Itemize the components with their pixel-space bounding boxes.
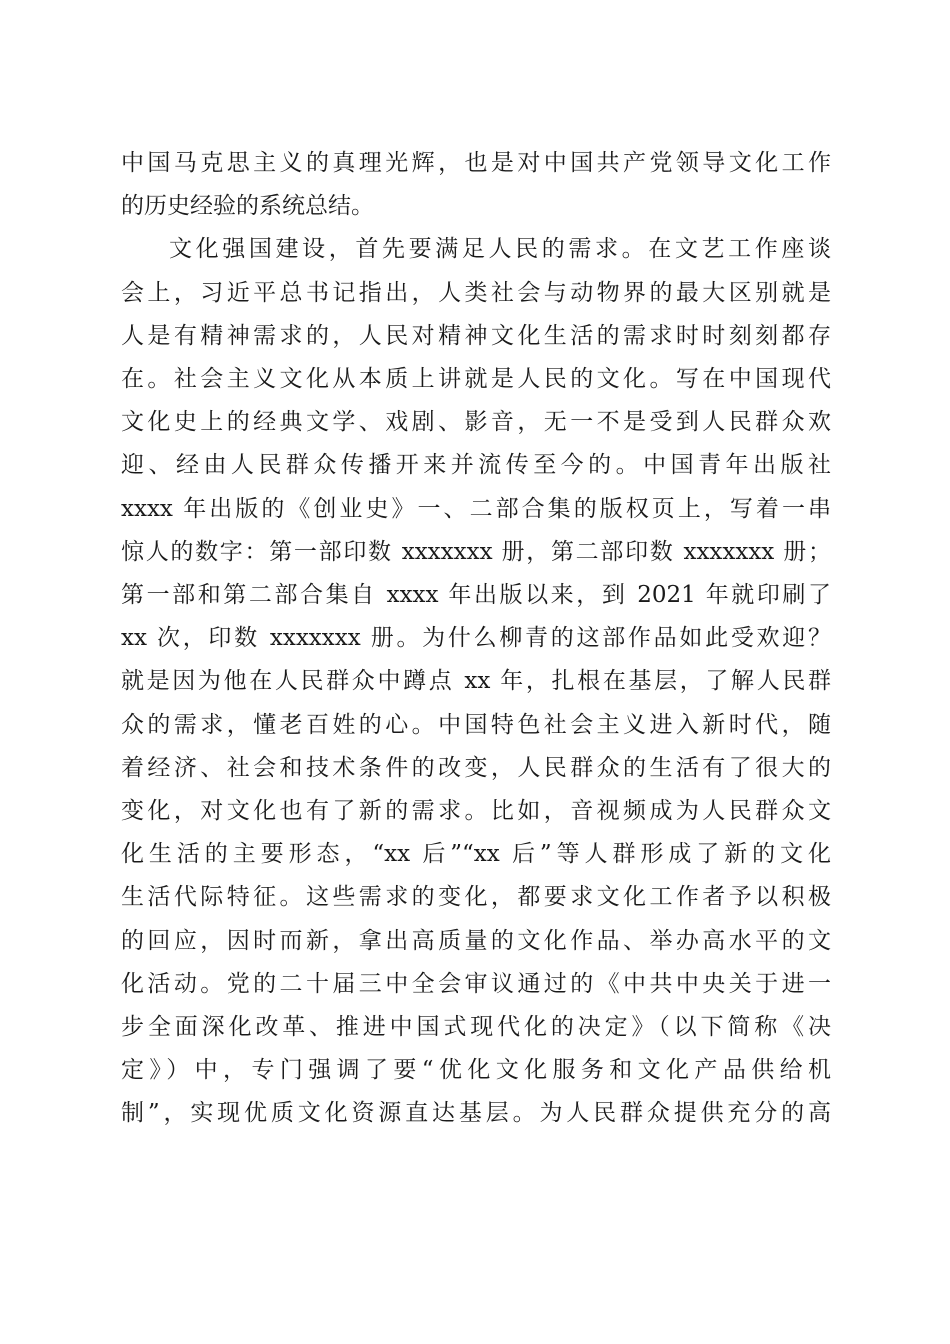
text-line: 迎、经由人民群众传播开来并流传至今的。中国青年出版社	[121, 452, 831, 479]
document-body	[121, 142, 831, 1136]
text-line: 文化史上的经典文学、戏剧、影音，无一不是受到人民群众欢	[121, 409, 831, 436]
text-line: 化生活的主要形态，“xx 后”“xx 后”等人群形成了新的文化	[121, 841, 831, 868]
paragraph-1	[121, 142, 831, 228]
text-line: 的历史经验的系统总结。	[121, 193, 374, 220]
text-line: 文化强国建设，首先要满足人民的需求。在文艺工作座谈	[169, 236, 831, 263]
text-line: 变化，对文化也有了新的需求。比如，音视频成为人民群众文	[121, 798, 831, 825]
text-line: 定》）中，专门强调了要“优化文化服务和文化产品供给机	[121, 1057, 831, 1084]
text-line: xxxx 年出版的《创业史》一、二部合集的版权页上，写着一串	[121, 495, 831, 522]
text-line: 化活动。党的二十届三中全会审议通过的《中共中央关于进一	[121, 970, 831, 997]
text-line: 惊人的数字：第一部印数 xxxxxxx 册，第二部印数 xxxxxxx 册；	[121, 538, 831, 565]
text-line: 中国马克思主义的真理光辉，也是对中国共产党领导文化工作	[121, 150, 831, 176]
text-line: 的回应，因时而新，拿出高质量的文化作品、举办高水平的文	[121, 927, 831, 954]
text-line: 步全面深化改革、推进中国式现代化的决定》（以下简称《决	[121, 1014, 831, 1041]
text-line: 众的需求，懂老百姓的心。中国特色社会主义进入新时代，随	[121, 711, 831, 738]
text-line: 人是有精神需求的，人民对精神文化生活的需求时时刻刻都存	[121, 322, 831, 349]
text-line: 生活代际特征。这些需求的变化，都要求文化工作者予以积极	[121, 884, 831, 911]
text-line: xx 次，印数 xxxxxxx 册。为什么柳青的这部作品如此受欢迎？	[121, 625, 831, 652]
paragraph-2	[121, 228, 831, 1135]
text-line: 就是因为他在人民群众中蹲点 xx 年，扎根在基层，了解人民群	[121, 668, 831, 695]
text-line: 第一部和第二部合集自 xxxx 年出版以来，到 2021 年就印刷了	[121, 582, 831, 609]
text-line: 在。社会主义文化从本质上讲就是人民的文化。写在中国现代	[121, 366, 831, 393]
text-line: 会上，习近平总书记指出，人类社会与动物界的最大区别就是	[121, 279, 831, 306]
text-line: 着经济、社会和技术条件的改变，人民群众的生活有了很大的	[121, 754, 831, 781]
text-line: 制”，实现优质文化资源直达基层。为人民群众提供充分的高	[121, 1100, 831, 1127]
